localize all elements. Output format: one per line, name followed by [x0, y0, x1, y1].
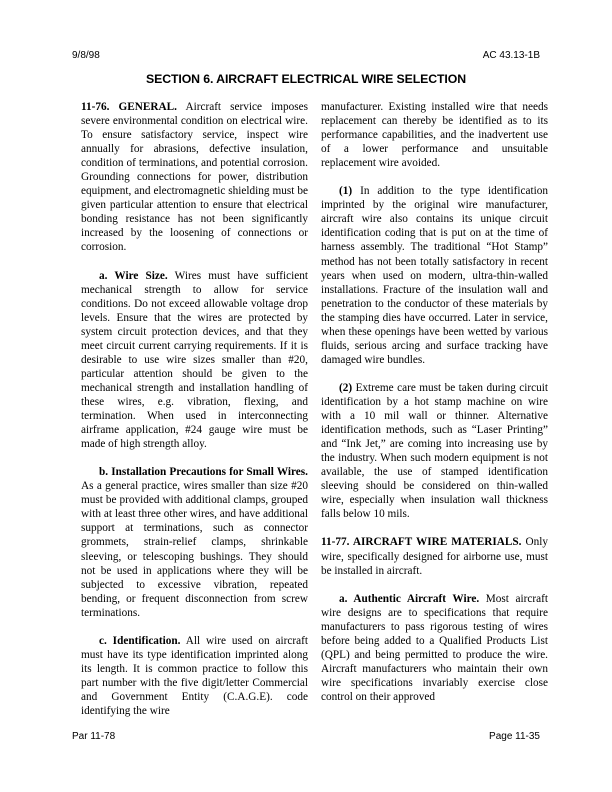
- paragraph-wire-size: [81, 269, 308, 452]
- paragraph-item-1: [321, 184, 548, 367]
- heading-wire-size: a. Wire Size.: [99, 269, 168, 282]
- text-item-1: In addition to the type identification imprinted by the original wire manufacturer, aircraft wire also contains its unique circuit identification coding that is put on at the time of harness assembly. The traditional “Hot Stamp” method has not been totally satisfactory in recent years when used on modern, ultra-thin-walled installations. Fracture of the insulation wall and penetration to the conductor of these materials by the stamping dies have occurred. Later in service, when these openings have been wetted by various fluids, serious arcing and surface tracking have damaged wire bundles.: [321, 185, 548, 366]
- heading-item-1: (1): [339, 185, 353, 198]
- text-general: Aircraft service imposes severe environmental condition on electrical wire. To ensure satisfactory service, inspect wire annually for abrasions, defective insulation, condition of terminations, and potential corrosion. Grounding connections for power, distribution equipment, and electromagnetic shielding must be given particular attention to ensure that electrical bonding resistance has not been significantly increased by the loosening of connections or corrosion.: [81, 101, 308, 254]
- heading-item-2: (2): [339, 381, 353, 394]
- heading-wire-materials: 11-77. AIRCRAFT WIRE MATERIALS.: [321, 536, 522, 549]
- left-column: [81, 100, 308, 732]
- paragraph-manufacturer-continued: [321, 100, 548, 170]
- paragraph-authentic-wire: [321, 592, 548, 704]
- text-identification: All wire used on aircraft must have its type identification imprinted along its length. It is common practice to follow this part number with the five digit/letter Commercial and Government Entity (C.A.G.E). code identifying the wire: [81, 634, 308, 718]
- heading-installation-precautions: b. Installation Precautions for Small Wires.: [99, 466, 308, 479]
- heading-authentic-wire: a. Authentic Aircraft Wire.: [339, 592, 480, 605]
- paragraph-installation-precautions: [81, 465, 308, 620]
- text-item-2: Extreme care must be taken during circuit identification by a hot stamp machine on wire with a 10 mil wall or thinner. Alternative identification methods, such as “Laser Printing” and “Ink Jet,” are coming into increasing use by the industry. When such modern equipment is not available, the use of stamped identification sleeving should be considered on thin-walled wire, especially when insulation wall thickness falls below 10 mils.: [321, 381, 548, 521]
- heading-general: 11-76. GENERAL.: [81, 101, 177, 113]
- header-doc-number: AC 43.13-1B: [482, 50, 540, 61]
- paragraph-item-2: [321, 381, 548, 521]
- footer-paragraph-ref: Par 11-78: [72, 731, 116, 742]
- section-title: SECTION 6. AIRCRAFT ELECTRICAL WIRE SELECTION: [145, 72, 466, 86]
- heading-identification: c. Identification.: [99, 634, 181, 647]
- paragraph-identification: [81, 634, 308, 718]
- header-date: 9/8/98: [72, 50, 100, 61]
- text-wire-materials: Only wire, specifically designed for airborne use, must be installed in aircraft.: [321, 536, 548, 577]
- text-authentic-wire: Most aircraft wire designs are to specifications that require manufacturers to pass rigorous testing of wires before being added to a Qualified Products List (QPL) and being permitted to produce the wire. Aircraft manufacturers who maintain their own wire specifications invariably exercise close control on their approved: [321, 592, 548, 703]
- paragraph-wire-materials: [321, 535, 548, 577]
- text-manufacturer-continued: manufacturer. Existing installed wire that needs replacement can thereby be identified as to its performance capabilities, and the inadvertent use of a lower performance and unsuitable replacement wire avoided.: [321, 101, 548, 170]
- paragraph-general: [81, 100, 308, 255]
- right-column: [321, 100, 548, 718]
- text-wire-size: Wires must have sufficient mechanical strength to allow for service conditions. Do not exceed allowable voltage drop levels. Ensure that the wires are protected by system circuit protection devices, and that they meet circuit current carrying requirements. If it is desirable to use wire sizes smaller than #20, particular attention should be given to the mechanical strength and installation handling of these wires, e.g. vibration, flexing, and termination. When used in interconnecting airframe application, #24 gauge wire must be made of high strength alloy.: [81, 269, 309, 451]
- text-installation-precautions: As a general practice, wires smaller than size #20 must be provided with additional clamps, grouped with at least three other wires, and have additional support at terminations, such as connector grommets, strain-relief clamps, shrinkable sleeving, or telescoping bushings. They should not be used in applications where they will be subjected to excessive vibration, repeated bending, or frequent disconnection from screw terminations.: [81, 480, 308, 619]
- footer-page-number: Page 11-35: [489, 731, 540, 742]
